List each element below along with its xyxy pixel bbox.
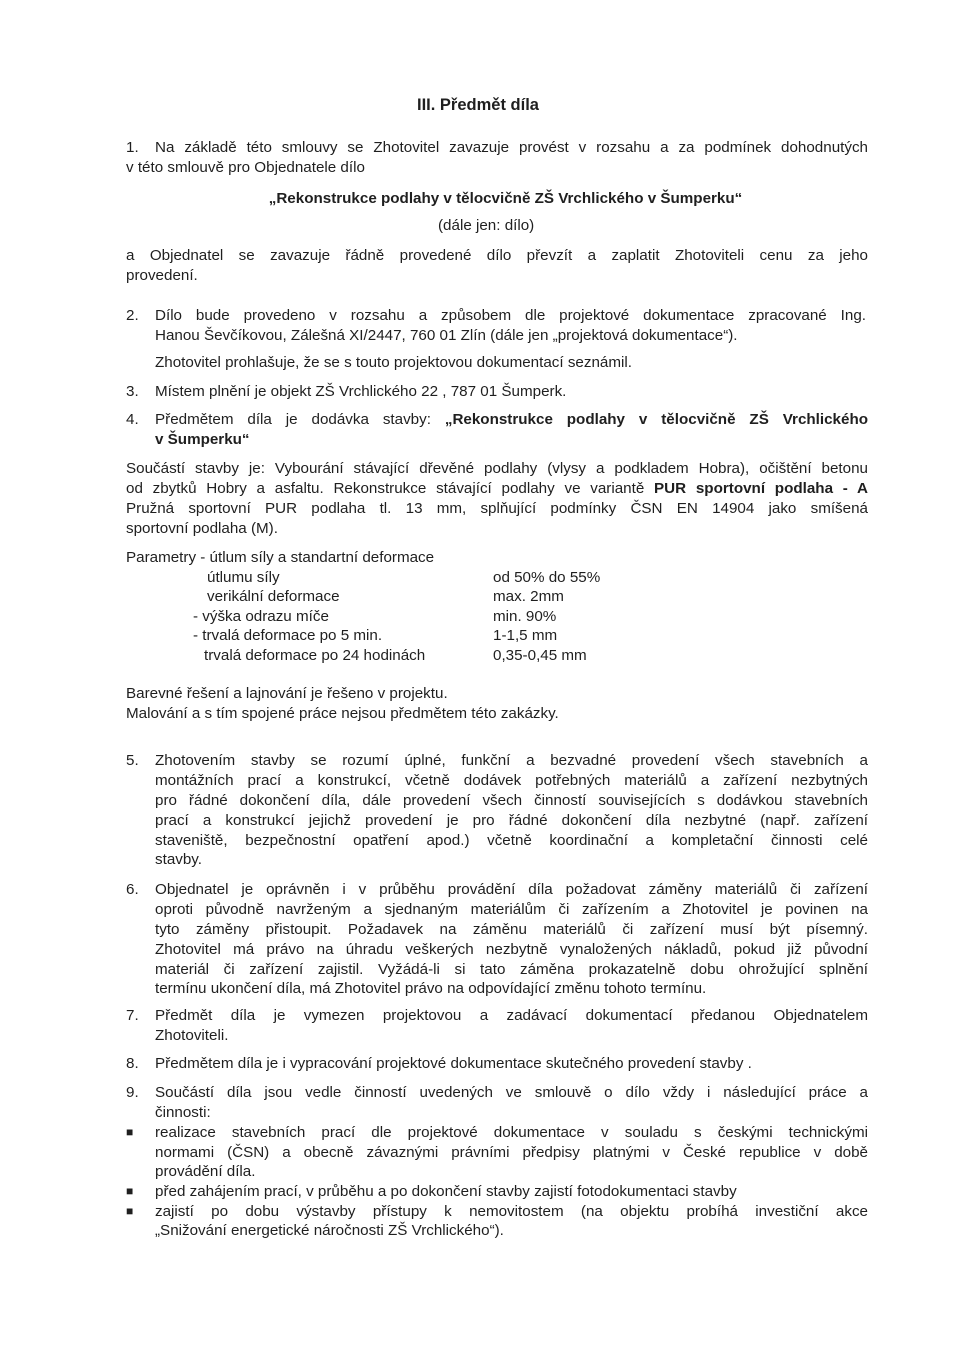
item-5-line: montážních prací a konstrukcí, včetně dodávek potřebných materiálů a zařízení nezbytných	[155, 772, 868, 789]
item-9-number: 9.	[126, 1084, 139, 1101]
note-line-1: Barevné řešení a lajnování je řešeno v projektu.	[126, 685, 448, 702]
item-1-line-1: Na základě této smlouvy se Zhotovitel zavazuje provést v rozsahu a za podmínek dohodnutých	[155, 139, 868, 156]
item-4-intro: Předmětem díla je dodávka stavby:	[155, 411, 445, 428]
scope-line-2-text: od zbytků Hobry a asfaltu. Rekonstrukce stávající podlahy ve variantě	[126, 480, 655, 497]
bullet-line: provádění díla.	[155, 1163, 256, 1180]
work-name: „Rekonstrukce podlahy v tělocvičně ZŠ Vrchlického v Šumperku“	[268, 190, 743, 207]
item-2-line-2: Hanou Ševčíkovou, Zálešná XI/2447, 760 01 Zlín (dále jen „projektová dokumentace“).	[155, 327, 738, 344]
item-5-line: Zhotovením stavby se rozumí úplné, funkční a bezvadné provedení všech stavebních a	[155, 752, 868, 769]
param-value: 0,35-0,45 mm	[493, 647, 587, 664]
item-5-number: 5.	[126, 752, 139, 769]
item-1-line-4: provedení.	[126, 267, 198, 284]
param-value: max. 2mm	[493, 588, 564, 605]
item-6-line: materiál či zařízení zajistil. Vyžádá-li si tato záměna prokazatelně dobu ohrožující splnění	[155, 961, 868, 978]
item-3-number: 3.	[126, 383, 139, 400]
item-5-line: prací a konstrukcí jejichž provedení je pro řádné dokončení díla nezbytné (např. zařízení	[155, 812, 868, 829]
bullet-line: normami (ČSN) a obecně závaznými právními předpisy platnými v České republice v době	[155, 1144, 868, 1161]
param-value: min. 90%	[493, 608, 557, 625]
param-label: - výška odrazu míče	[193, 608, 329, 625]
param-value: 1-1,5 mm	[493, 627, 558, 644]
item-2-number: 2.	[126, 307, 139, 324]
item-1-line-2: v této smlouvě pro Objednatele dílo	[126, 159, 365, 176]
bullet-square-icon: ■	[126, 1184, 134, 1198]
param-label: trvalá deformace po 24 hodinách	[204, 647, 426, 664]
scope-variant: PUR sportovní podlaha - A	[654, 480, 868, 497]
item-6-line: termínu ukončení díla, má Zhotovitel právo na odpovídající změnu tohoto termínu.	[155, 980, 707, 997]
item-8-number: 8.	[126, 1055, 139, 1072]
param-value: od 50% do 55%	[493, 569, 601, 586]
item-8-text: Předmětem díla je i vypracování projektové dokumentace skutečného provedení stavby .	[155, 1055, 752, 1072]
scope-line-4: sportovní podlaha (M).	[126, 520, 278, 537]
param-label: útlumu síly	[207, 569, 280, 586]
item-1-line-3: a Objednatel se zavazuje řádně provedené dílo převzít a zaplatit Zhotoviteli cenu za jeho	[126, 247, 868, 264]
bullet-line: „Snižování energetické náročnosti ZŠ Vrchlického“).	[155, 1222, 504, 1239]
item-6-line: tyto záměny přistoupit. Požadavek na záměnu materiálů či zařízení musí být písemný.	[155, 921, 868, 938]
section-title: III. Předmět díla	[417, 96, 539, 114]
item-4-number: 4.	[126, 411, 139, 428]
item-9-line-2: činnosti:	[155, 1104, 211, 1121]
item-5-line: staveniště, bezpečnostní opatření apod.) včetně koordinační a kompletační činnosti celé	[155, 832, 868, 849]
item-1-number: 1.	[126, 139, 139, 156]
item-5-line: pro řádné dokončení díla, dále provedení všech činností souvisejících s dodávkou stavebních	[155, 792, 868, 809]
scope-line-2	[126, 479, 868, 499]
param-label: verikální deformace	[207, 588, 340, 605]
params-heading: Parametry - útlum síly a standartní deformace	[126, 549, 435, 566]
item-2-line-3: Zhotovitel prohlašuje, že se s touto projektovou dokumentací seznámil.	[155, 354, 632, 371]
item-7-number: 7.	[126, 1007, 139, 1024]
note-line-2: Malování a s tím spojené práce nejsou předmětem této zakázky.	[126, 705, 559, 722]
param-label: - trvalá deformace po 5 min.	[193, 627, 383, 644]
work-alias: (dále jen: dílo)	[438, 217, 535, 234]
item-6-line: Objednatel je oprávněn i v průběhu provádění díla požadovat záměny materiálů či zařízení	[155, 881, 868, 898]
item-6-line: Zhotovitel má právo na úhradu veškerých nezbytně vynaložených nákladů, pokud již původní	[155, 941, 868, 958]
item-6-number: 6.	[126, 881, 139, 898]
item-4-line-2: v Šumperku“	[155, 431, 250, 448]
item-9-line-1: Součástí díla jsou vedle činností uvedených ve smlouvě o dílo vždy i následující práce a	[155, 1084, 868, 1101]
scope-line-3: Pružná sportovní PUR podlaha tl. 13 mm, splňující podmínky ČSN EN 14904 jako smíšená	[126, 500, 868, 517]
item-2-line-1: Dílo bude provedeno v rozsahu a způsobem dle projektové dokumentace zpracované Ing.	[155, 307, 866, 324]
item-5-line: stavby.	[155, 851, 202, 868]
item-4-work-name: „Rekonstrukce podlahy v tělocvičně ZŠ Vrchlického	[444, 411, 868, 428]
bullet-square-icon: ■	[126, 1125, 134, 1139]
bullet-line: před zahájením prací, v průběhu a po dokončení stavby zajistí fotodokumentaci stavby	[155, 1183, 737, 1200]
item-3-text: Místem plnění je objekt ZŠ Vrchlického 22 , 787 01 Šumperk.	[155, 383, 567, 400]
item-6-line: oproti původně navrženým a sjednaným materiálům či zařízením a Zhotovitel je povinen na	[155, 901, 868, 918]
bullet-square-icon: ■	[126, 1204, 134, 1218]
bullet-line: realizace stavebních prací dle projektové dokumentace v souladu s českými technickými	[155, 1124, 868, 1141]
item-7-line-1: Předmět díla je vymezen projektovou a zadávací dokumentací předanou Objednatelem	[155, 1007, 868, 1024]
item-4-line-1	[155, 410, 868, 430]
scope-line-1: Součástí stavby je: Vybourání stávající dřevěné podlahy (vlysy a podkladem Hobra), očištění betonu	[126, 460, 868, 477]
bullet-line: zajistí po dobu výstavby přístupy k nemovitostem (na objektu probíhá investiční akce	[155, 1203, 868, 1220]
item-7-line-2: Zhotoviteli.	[155, 1027, 229, 1044]
